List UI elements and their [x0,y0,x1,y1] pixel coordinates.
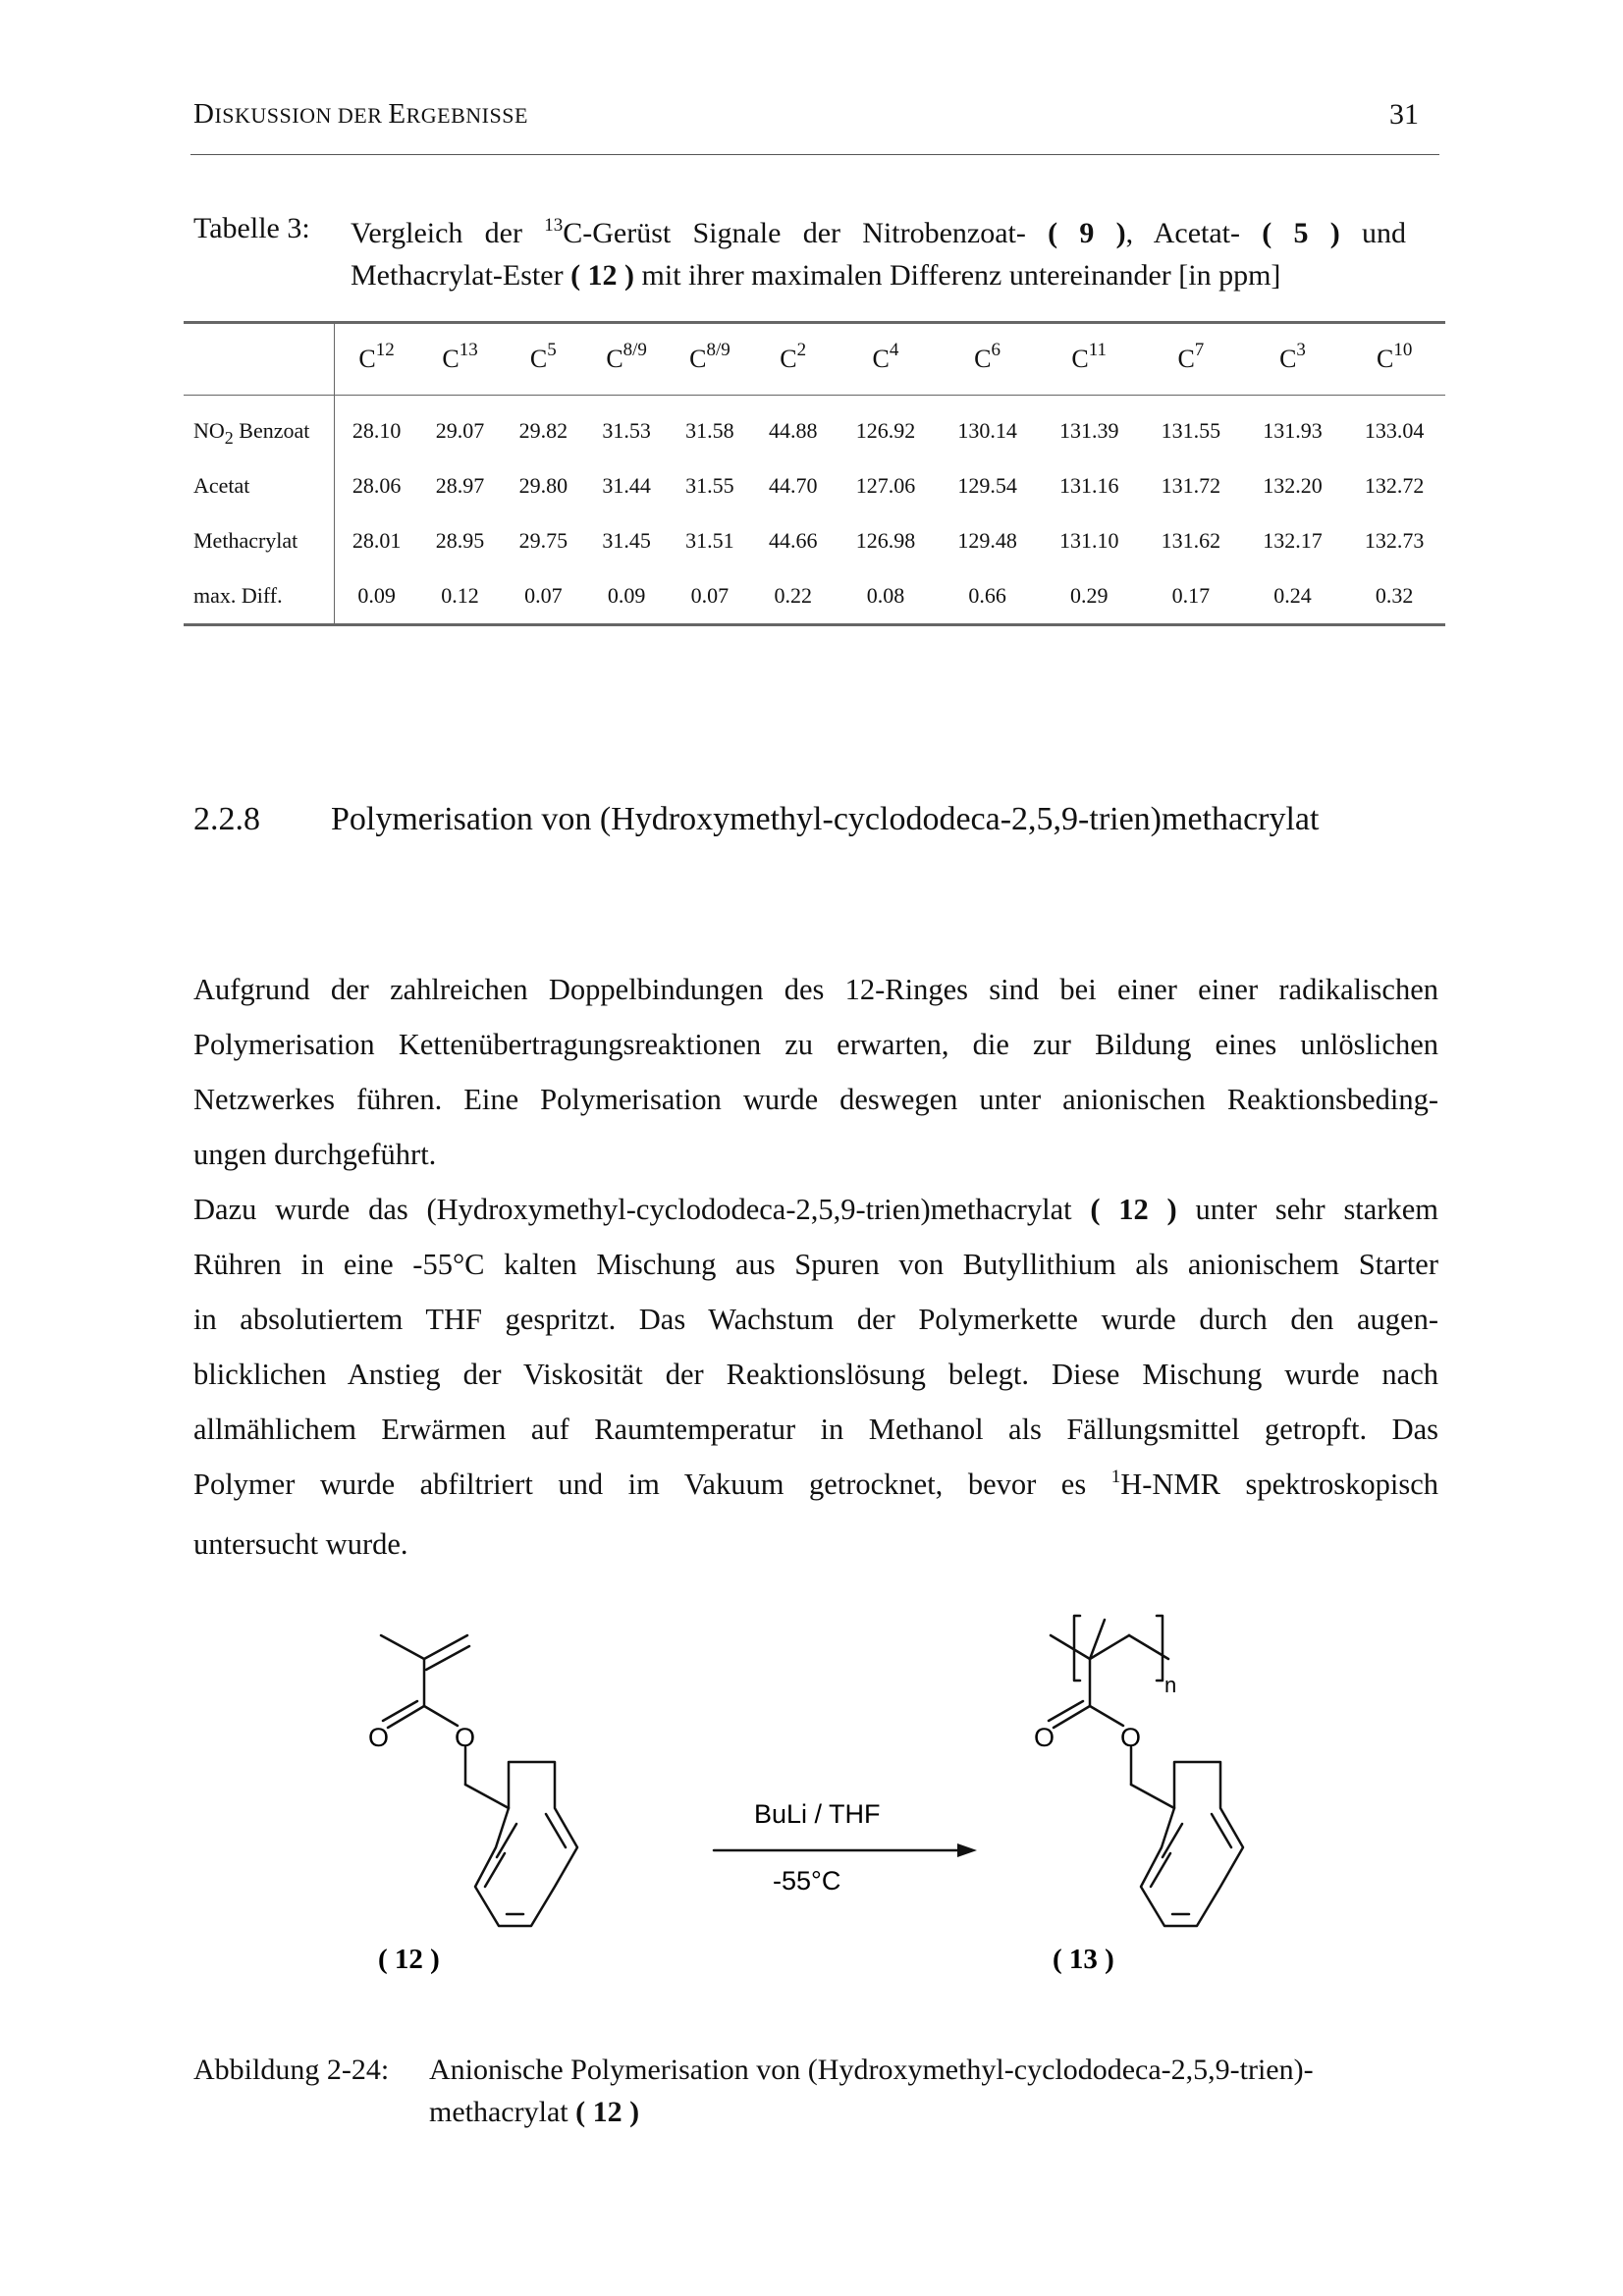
table-cell: 31.51 [685,528,734,553]
section-title: Polymerisation von (Hydroxymethyl-cyclododeca-2,5,9-trien)methacrylat [331,801,1320,837]
table-cell: 29.07 [435,418,485,443]
table-cell: 0.22 [751,568,835,625]
table-cell: 0.32 [1343,568,1445,625]
section-number: 2.2.8 [193,801,260,837]
column-header-index: 8/9 [706,340,730,360]
table-cell: 0.07 [669,568,752,625]
caption-text: mit ihrer maximalen Differenz untereinander [in ppm] [634,259,1281,292]
table-cell: 31.55 [685,473,734,498]
atom-o: O [1034,1723,1055,1752]
paragraph-line: Polymerisation Kettenübertragungsreaktionen zu erwarten, die zur Bildung eines unlöslichen [193,1028,1438,1061]
column-header-atom: C [358,345,376,373]
table-cell: 29.75 [518,528,568,553]
bond [424,1635,467,1659]
row-label-sub: 2 [224,428,234,448]
column-header-index: 4 [889,340,899,360]
double-bond [497,1824,516,1857]
column-header-index: 12 [375,340,395,360]
paragraph-line: Netzwerkes führen. Eine Polymerisation wurde deswegen unter anionischen Reaktionsbeding- [193,1083,1438,1116]
table-cell: 44.66 [768,528,818,553]
double-bond [546,1814,566,1847]
table-cell: 131.62 [1161,528,1221,553]
table-caption-label: Tabelle 3: [193,212,310,244]
atom-o: O [1120,1723,1142,1752]
table-cell: 28.95 [435,528,485,553]
table-cell: 31.58 [685,418,734,443]
table-cell: 0.12 [418,568,502,625]
double-bond [485,1853,505,1887]
column-header-index: 11 [1088,340,1108,360]
reagent-label: BuLi / THF [754,1799,881,1829]
atom-o: O [368,1723,390,1752]
column-header-index: 5 [547,340,557,360]
row-label-text: Benzoat [233,418,310,443]
compound-label-13: ( 13 ) [1053,1944,1114,1975]
table-cell: 131.39 [1058,418,1119,443]
bond [1090,1620,1105,1659]
table-cell: 0.17 [1140,568,1242,625]
caption-sup: 13 [544,215,564,236]
column-header-atom: C [689,345,707,373]
paragraph-text: Polymer wurde abfiltriert und im Vakuum getrocknet, bevor es [193,1468,1111,1501]
figure-caption-line2 [429,2096,639,2129]
paragraph-line: Aufgrund der zahlreichen Doppelbindungen des 12-Ringes sind bei einer einer radikalischen [193,973,1438,1006]
compound-ref-9: ( 9 ) [1048,217,1126,249]
bond [383,1701,417,1721]
column-header-index: 10 [1393,340,1413,360]
atom-o: O [455,1723,476,1752]
paragraph-line: Rühren in eine -55°C kalten Mischung aus Spuren von Butyllithium als anionischem Starter [193,1248,1438,1281]
bond [424,1706,458,1726]
repeat-index-n: n [1164,1673,1177,1697]
row-label-text: Acetat [193,473,250,498]
table-cell: 127.06 [855,473,916,498]
double-bond [1163,1824,1182,1857]
page-number: 31 [1389,98,1419,131]
caption-text: C-Gerüst Signale der Nitrobenzoat- [563,217,1049,249]
temperature-label: -55°C [773,1866,841,1896]
caption-text: methacrylat [429,2096,576,2128]
table-cell: 31.44 [602,473,651,498]
paragraph-line: untersucht wurde. [193,1527,408,1561]
table-cell: 31.45 [602,528,651,553]
table-cell: 133.04 [1364,418,1425,443]
double-bond [1151,1853,1170,1887]
column-header-atom: C [872,345,890,373]
table-cell: 44.88 [768,418,818,443]
paragraph-text: unter sehr starkem [1176,1193,1438,1226]
bond [381,1635,424,1659]
column-header-index: 2 [796,340,807,360]
table-cell: 29.80 [518,473,568,498]
column-header-atom: C [442,345,460,373]
bond [465,1785,509,1808]
table-cell: 0.09 [585,568,669,625]
table-cell: 131.93 [1263,418,1323,443]
bond [1090,1706,1123,1726]
bond [388,1706,424,1728]
table-cell: 131.72 [1161,473,1221,498]
caption-text: und [1339,217,1407,249]
header-part1: ISKUSSION DER [214,103,389,128]
table-cell: 132.20 [1263,473,1323,498]
header-part2: RGEBNISSE [406,103,528,128]
column-header-atom: C [780,345,797,373]
table-cell: 130.14 [957,418,1017,443]
column-header-index: 7 [1194,340,1205,360]
table-cell: 28.97 [435,473,485,498]
bond [1051,1635,1090,1659]
compound-ref-12: ( 12 ) [570,259,635,292]
figure-caption-label: Abbildung 2-24: [193,2054,390,2086]
compound-label-12: ( 12 ) [378,1944,440,1975]
row-label-text: NO [193,418,225,443]
paragraph-line: blicklichen Anstieg der Viskosität der Reaktionslösung belegt. Diese Mischung wurde nach [193,1358,1438,1391]
bond [1054,1706,1090,1728]
table-cell: 0.66 [937,568,1039,625]
table-cell: 129.54 [957,473,1017,498]
column-header-atom: C [1279,345,1297,373]
column-header-index: 6 [991,340,1001,360]
table-cell: 131.10 [1058,528,1119,553]
column-header-atom: C [1071,345,1089,373]
paragraph-line: ungen durchgeführt. [193,1138,437,1171]
table-cell: 28.10 [352,418,402,443]
cyclododecatriene-ring [475,1762,577,1926]
header-initial-d: D [193,98,215,130]
row-label-text: Methacrylat [193,528,298,553]
bond [1131,1785,1174,1808]
nmr-sup: 1 [1110,1467,1121,1487]
table-cell: 132.72 [1364,473,1425,498]
table-cell: 0.24 [1242,568,1344,625]
compound-ref-12: ( 12 ) [575,2096,640,2128]
column-header-atom: C [606,345,623,373]
column-header-index: 8/9 [622,340,647,360]
repeat-bracket-left [1074,1616,1080,1681]
table-cell: 126.92 [855,418,916,443]
table-cell: 129.48 [957,528,1017,553]
column-header-index: 13 [459,340,478,360]
table-cell: 28.06 [352,473,402,498]
header-initial-e: E [388,98,406,130]
row-label-text: max. Diff. [193,583,283,608]
figure-caption-line1: Anionische Polymerisation von (Hydroxymethyl-cyclododeca-2,5,9-trien)- [429,2054,1314,2086]
table-cell: 132.73 [1364,528,1425,553]
column-header-atom: C [974,345,992,373]
paragraph-line: allmählichem Erwärmen auf Raumtemperatur in Methanol als Fällungsmittel getropft. Das [193,1413,1438,1446]
compound-ref-12: ( 12 ) [1090,1193,1177,1226]
paragraph-text: Dazu wurde das (Hydroxymethyl-cyclododeca-2,5,9-trien)methacrylat [193,1193,1091,1226]
table-cell: 126.98 [855,528,916,553]
bond [426,1646,469,1670]
table-cell: 132.17 [1263,528,1323,553]
column-header-index: 3 [1296,340,1306,360]
table-cell: 31.53 [602,418,651,443]
table-cell: 0.09 [335,568,419,625]
double-bond [1212,1814,1231,1847]
column-header-atom: C [1376,345,1394,373]
caption-text: , Acetat- [1125,217,1263,249]
table-cell: 0.08 [835,568,937,625]
table-cell: 131.16 [1058,473,1119,498]
table-cell: 28.01 [352,528,402,553]
table-cell: 131.55 [1161,418,1221,443]
paragraph-text: H-NMR spektroskopisch [1120,1468,1438,1501]
bond [1090,1635,1129,1659]
cyclododecatriene-ring [1141,1762,1243,1926]
bond [1049,1701,1083,1721]
arrowhead [957,1843,977,1857]
compound-ref-5: ( 5 ) [1262,217,1340,249]
caption-text: Methacrylat-Ester [351,259,571,292]
table-cell: 0.07 [502,568,585,625]
repeat-bracket-right [1157,1616,1163,1681]
caption-text: Vergleich der [351,217,545,249]
paragraph-line: in absolutiertem THF gespritzt. Das Wachstum der Polymerkette wurde durch den augen- [193,1303,1438,1336]
table-cell: 44.70 [768,473,818,498]
column-header-atom: C [1177,345,1195,373]
column-header-atom: C [529,345,548,373]
table-cell: 0.29 [1038,568,1140,625]
table-cell: 29.82 [518,418,568,443]
